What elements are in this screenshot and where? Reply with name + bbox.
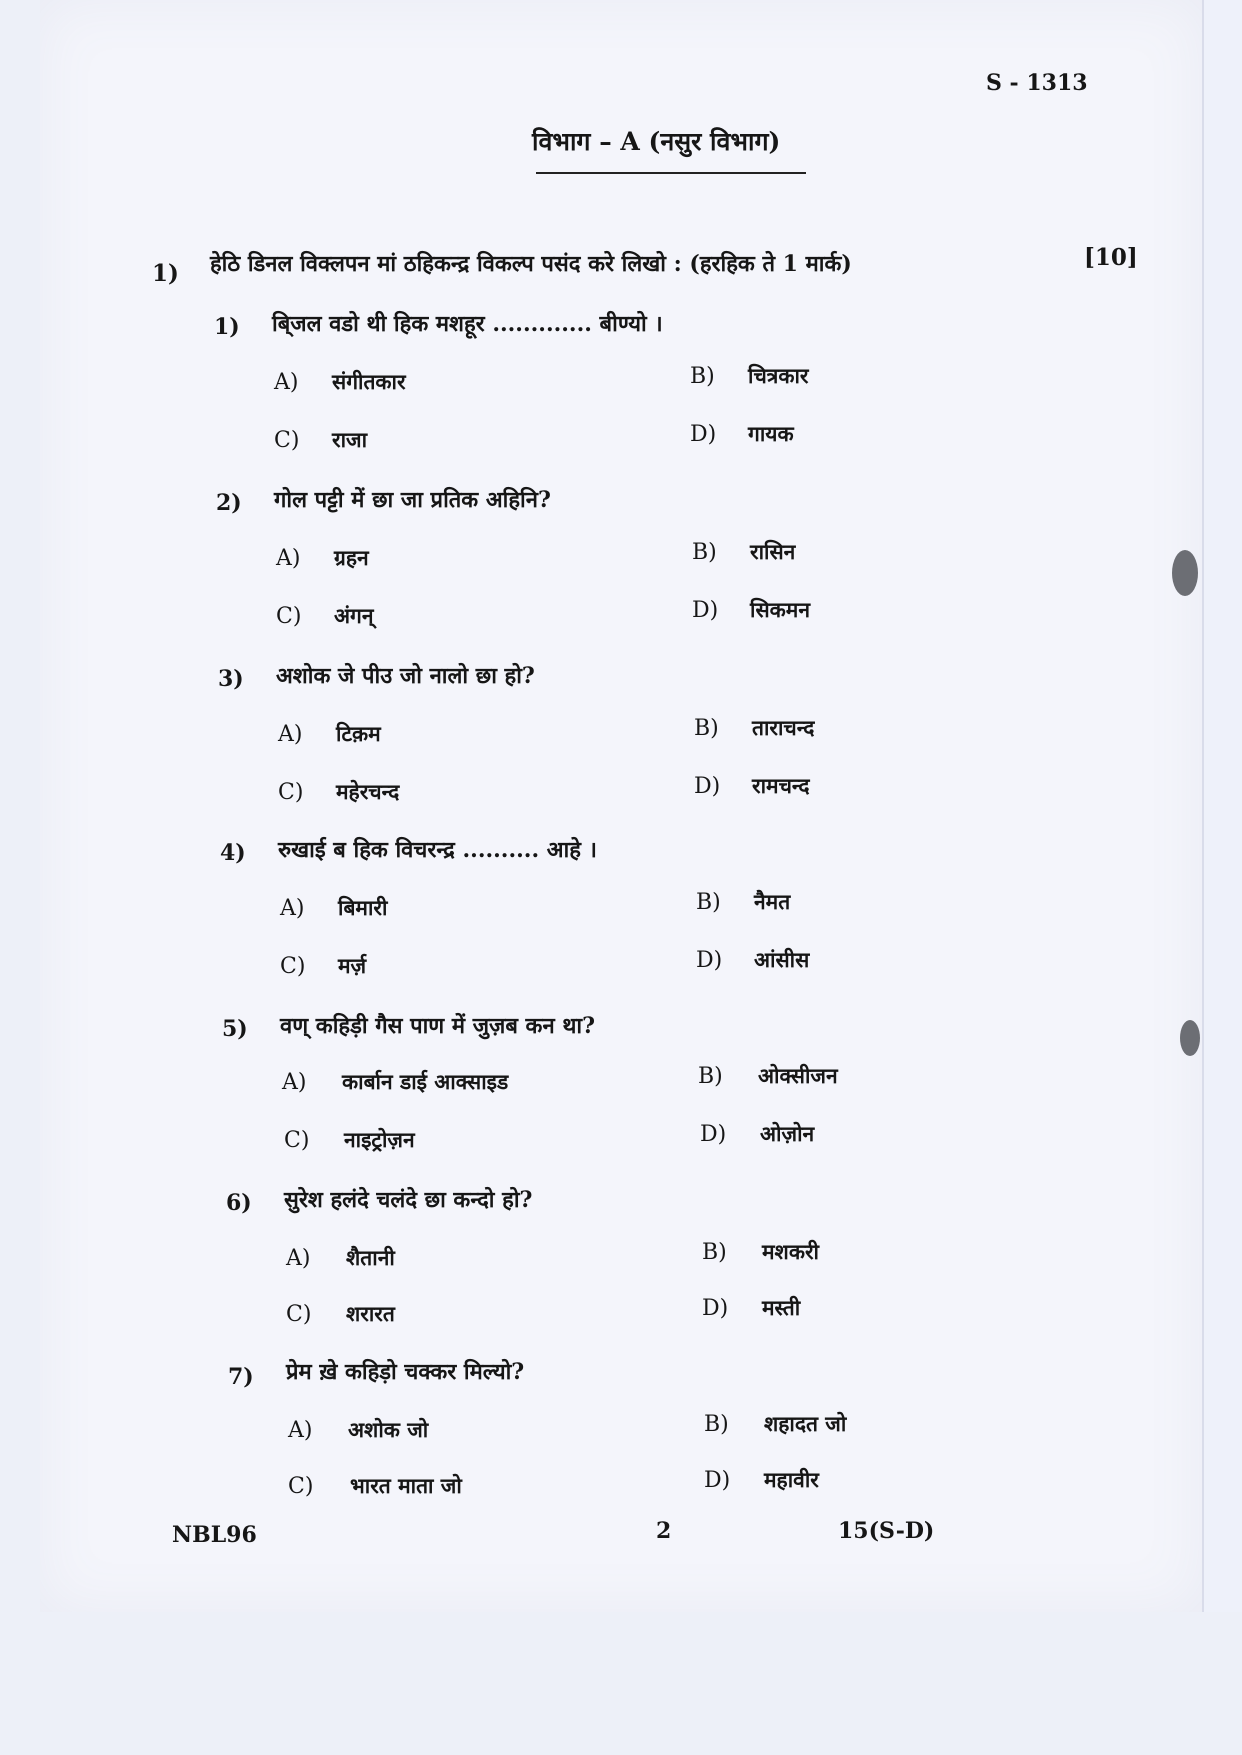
option-text: ओक्सीजन xyxy=(758,1063,838,1088)
option-text: चित्रकार xyxy=(748,363,809,388)
question-text: रुखाई ब हिक विचरन्द्र .......... आहे । xyxy=(278,837,597,863)
title-underline xyxy=(536,172,806,174)
page-number: 2 xyxy=(656,1518,672,1544)
option-text: ताराचन्द xyxy=(752,715,815,740)
option-text: मशकरी xyxy=(762,1239,819,1264)
option-label: A) xyxy=(282,1070,307,1095)
option-label: B) xyxy=(692,540,717,565)
option-text: आंसीस xyxy=(754,947,810,972)
option-text: भारत माता जो xyxy=(350,1473,462,1498)
option-text: टिक़म xyxy=(336,721,381,746)
option-label: D) xyxy=(694,774,721,799)
option-label: A) xyxy=(286,1246,311,1271)
option-text: रामचन्द xyxy=(752,773,810,798)
option-label: A) xyxy=(278,722,303,747)
option-label: D) xyxy=(696,948,723,973)
option-text: शरारत xyxy=(346,1301,395,1326)
section-title: विभाग – A (नसुर विभाग) xyxy=(532,127,781,156)
option-text: अशोक जो xyxy=(348,1417,429,1442)
question-text: प्रेम ख़े कहिड़ो चक्कर मिल्यो? xyxy=(286,1359,525,1385)
option-label: B) xyxy=(694,716,719,741)
option-text: शहादत जो xyxy=(764,1411,847,1436)
option-label: D) xyxy=(692,598,719,623)
option-label: C) xyxy=(274,428,300,453)
question-number: 6) xyxy=(226,1190,252,1216)
option-label: C) xyxy=(286,1302,312,1327)
option-label: D) xyxy=(702,1296,729,1321)
question-text: गोल पट्टी में छा जा प्रतिक अहिनि? xyxy=(274,487,551,513)
option-text: संगीतकार xyxy=(332,369,406,394)
page-edge xyxy=(1202,0,1242,1612)
option-text: महेरचन्द xyxy=(336,779,400,804)
paper-code: S - 1313 xyxy=(986,70,1088,96)
instruction-text: हेठि डिनल विक्लपन मां ठहिकन्द्र विकल्प पसंद करे लिखो : (हरहिक ते 1 मार्क) xyxy=(210,251,852,277)
question-number: 3) xyxy=(218,666,244,692)
option-label: B) xyxy=(696,890,721,915)
option-label: C) xyxy=(284,1128,310,1153)
option-text: बिमारी xyxy=(338,895,388,920)
option-label: A) xyxy=(280,896,305,921)
option-text: अंगन् xyxy=(334,603,374,628)
punch-hole xyxy=(1180,1020,1200,1056)
option-text: रासिन xyxy=(750,539,796,564)
option-label: B) xyxy=(690,364,715,389)
marks-label: [10] xyxy=(1084,244,1138,271)
question-text: वण् कहिड़ी गैस पाण में जुज़ब कन था? xyxy=(280,1013,595,1039)
option-label: B) xyxy=(698,1064,723,1089)
option-label: A) xyxy=(274,370,299,395)
option-label: D) xyxy=(700,1122,727,1147)
option-label: C) xyxy=(278,780,304,805)
footer-series: 15(S-D) xyxy=(838,1518,935,1544)
main-question-number: 1) xyxy=(152,260,179,287)
option-text: शैतानी xyxy=(346,1245,395,1270)
question-number: 4) xyxy=(220,840,246,866)
option-text: मर्ज़ xyxy=(338,953,367,978)
option-text: सिकमन xyxy=(750,597,810,622)
footer-code: NBL96 xyxy=(172,1522,257,1548)
option-text: मस्ती xyxy=(762,1295,801,1320)
option-label: A) xyxy=(288,1418,313,1443)
option-label: A) xyxy=(276,546,301,571)
option-label: D) xyxy=(690,422,717,447)
question-text: अशोक जे पीउ जो नालो छा हो? xyxy=(276,663,535,689)
option-label: D) xyxy=(704,1468,731,1493)
question-number: 1) xyxy=(214,314,240,340)
option-text: नैमत xyxy=(754,889,791,914)
option-text: गायक xyxy=(748,421,794,446)
option-label: C) xyxy=(280,954,306,979)
option-label: C) xyxy=(276,604,302,629)
question-number: 2) xyxy=(216,490,242,516)
option-label: C) xyxy=(288,1474,314,1499)
punch-hole xyxy=(1172,550,1198,596)
question-number: 7) xyxy=(228,1364,254,1390)
option-text: नाइट्रोज़न xyxy=(344,1127,415,1152)
option-text: कार्बान डाई आक्साइड xyxy=(342,1069,509,1094)
exam-page xyxy=(40,0,1202,1612)
option-text: ग्रहन xyxy=(334,545,369,570)
question-text: बि्जल वडो थी हिक मशहूर ............. बीण्यो । xyxy=(272,311,663,337)
option-text: महावीर xyxy=(764,1467,819,1492)
option-label: B) xyxy=(702,1240,727,1265)
question-text: सुरेश हलंदे चलंदे छा कन्दो हो? xyxy=(284,1187,533,1213)
question-number: 5) xyxy=(222,1016,248,1042)
option-label: B) xyxy=(704,1412,729,1437)
option-text: ओज़ोन xyxy=(760,1121,815,1146)
option-text: राजा xyxy=(332,427,368,452)
